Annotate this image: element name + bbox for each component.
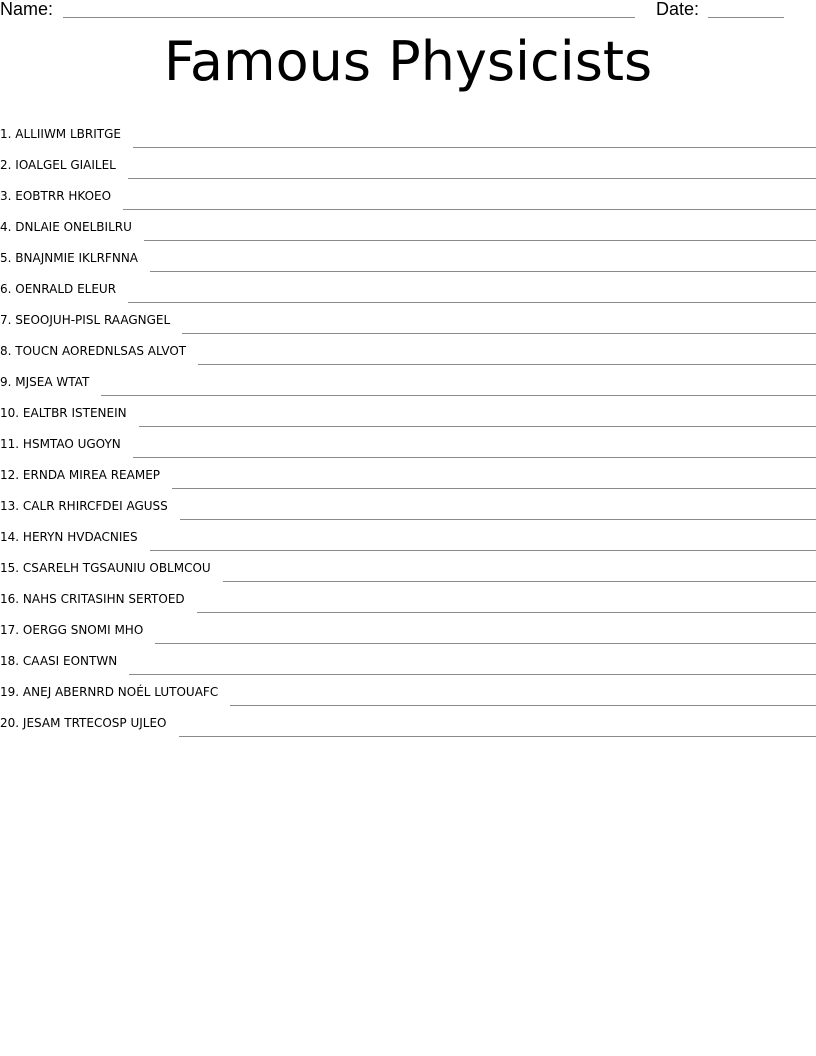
item-text: HSMTAO UGOYN bbox=[22, 437, 121, 451]
item-number: 16. bbox=[0, 592, 20, 606]
scrambled-word bbox=[0, 158, 116, 172]
scrambled-word bbox=[0, 282, 116, 296]
answer-line[interactable] bbox=[128, 302, 816, 303]
item-number: 18. bbox=[0, 654, 20, 668]
answer-line[interactable] bbox=[150, 271, 816, 272]
answer-line[interactable] bbox=[180, 519, 816, 520]
item-number: 9. bbox=[0, 375, 12, 389]
item-number: 11. bbox=[0, 437, 20, 451]
item-number: 5. bbox=[0, 251, 12, 265]
answer-line[interactable] bbox=[197, 612, 816, 613]
item-number: 7. bbox=[0, 313, 12, 327]
item-text: CSARELH TGSAUNIU OBLMCOU bbox=[22, 561, 211, 575]
item-number: 10. bbox=[0, 406, 20, 420]
name-label: Name: bbox=[0, 0, 54, 19]
item-number: 4. bbox=[0, 220, 12, 234]
item-number: 12. bbox=[0, 468, 20, 482]
item-text: NAHS CRITASIHN SERTOED bbox=[22, 592, 185, 606]
scrambled-word bbox=[0, 468, 160, 482]
answer-line[interactable] bbox=[172, 488, 816, 489]
answer-line[interactable] bbox=[129, 674, 816, 675]
item-number: 20. bbox=[0, 716, 20, 730]
item-number: 19. bbox=[0, 685, 20, 699]
item-text: HERYN HVDACNIES bbox=[22, 530, 138, 544]
answer-line[interactable] bbox=[128, 178, 816, 179]
scramble-list bbox=[0, 112, 816, 732]
item-text: CAASI EONTWN bbox=[22, 654, 118, 668]
answer-line[interactable] bbox=[198, 364, 816, 365]
item-text: IOALGEL GIAILEL bbox=[15, 158, 116, 172]
scrambled-word bbox=[0, 530, 138, 544]
item-text: EALTBR ISTENEIN bbox=[22, 406, 127, 420]
item-text: ANEJ ABERNRD NOÉL LUTOUAFC bbox=[22, 685, 219, 699]
answer-line[interactable] bbox=[133, 147, 816, 148]
item-number: 14. bbox=[0, 530, 20, 544]
scrambled-word bbox=[0, 189, 111, 203]
answer-line[interactable] bbox=[101, 395, 816, 396]
page-title: Famous Physicists bbox=[163, 30, 653, 93]
answer-line[interactable] bbox=[223, 581, 816, 582]
item-number: 3. bbox=[0, 189, 12, 203]
answer-line[interactable] bbox=[230, 705, 816, 706]
answer-line[interactable] bbox=[155, 643, 816, 644]
answer-line[interactable] bbox=[133, 457, 816, 458]
scrambled-word bbox=[0, 685, 218, 699]
item-text: OERGG SNOMI MHO bbox=[22, 623, 144, 637]
item-number: 6. bbox=[0, 282, 12, 296]
scrambled-word bbox=[0, 406, 127, 420]
item-text: CALR RHIRCFDEI AGUSS bbox=[22, 499, 168, 513]
item-text: ERNDA MIREA REAMEP bbox=[22, 468, 161, 482]
scrambled-word bbox=[0, 561, 211, 575]
item-number: 15. bbox=[0, 561, 20, 575]
name-field-line[interactable] bbox=[63, 17, 635, 18]
item-text: JESAM TRTECOSP UJLEO bbox=[22, 716, 167, 730]
answer-line[interactable] bbox=[179, 736, 816, 737]
date-field-line[interactable] bbox=[708, 17, 784, 18]
scrambled-word bbox=[0, 499, 168, 513]
scrambled-word bbox=[0, 127, 121, 141]
date-label: Date: bbox=[656, 0, 700, 19]
item-number: 13. bbox=[0, 499, 20, 513]
item-number: 1. bbox=[0, 127, 12, 141]
item-text: SEOOJUH-PISL RAAGNGEL bbox=[15, 313, 171, 327]
item-number: 2. bbox=[0, 158, 12, 172]
answer-line[interactable] bbox=[139, 426, 816, 427]
item-text: DNLAIE ONELBILRU bbox=[15, 220, 132, 234]
scrambled-word bbox=[0, 344, 186, 358]
item-text: MJSEA WTAT bbox=[15, 375, 90, 389]
scrambled-word bbox=[0, 592, 185, 606]
scrambled-word bbox=[0, 220, 132, 234]
item-text: BNAJNMIE IKLRFNNA bbox=[15, 251, 138, 265]
scrambled-word bbox=[0, 437, 121, 451]
scrambled-word bbox=[0, 313, 170, 327]
item-text: OENRALD ELEUR bbox=[15, 282, 117, 296]
scrambled-word bbox=[0, 716, 167, 730]
scrambled-word bbox=[0, 251, 138, 265]
list-item bbox=[0, 112, 816, 143]
item-number: 17. bbox=[0, 623, 20, 637]
item-text: TOUCN AOREDNLSAS ALVOT bbox=[15, 344, 187, 358]
header bbox=[0, 0, 816, 22]
item-text: EOBTRR HKOEO bbox=[15, 189, 112, 203]
item-number: 8. bbox=[0, 344, 12, 358]
scrambled-word bbox=[0, 375, 89, 389]
scrambled-word bbox=[0, 654, 117, 668]
scrambled-word bbox=[0, 623, 143, 637]
answer-line[interactable] bbox=[123, 209, 816, 210]
answer-line[interactable] bbox=[150, 550, 816, 551]
item-text: ALLIIWM LBRITGE bbox=[15, 127, 121, 141]
answer-line[interactable] bbox=[182, 333, 816, 334]
answer-line[interactable] bbox=[144, 240, 816, 241]
